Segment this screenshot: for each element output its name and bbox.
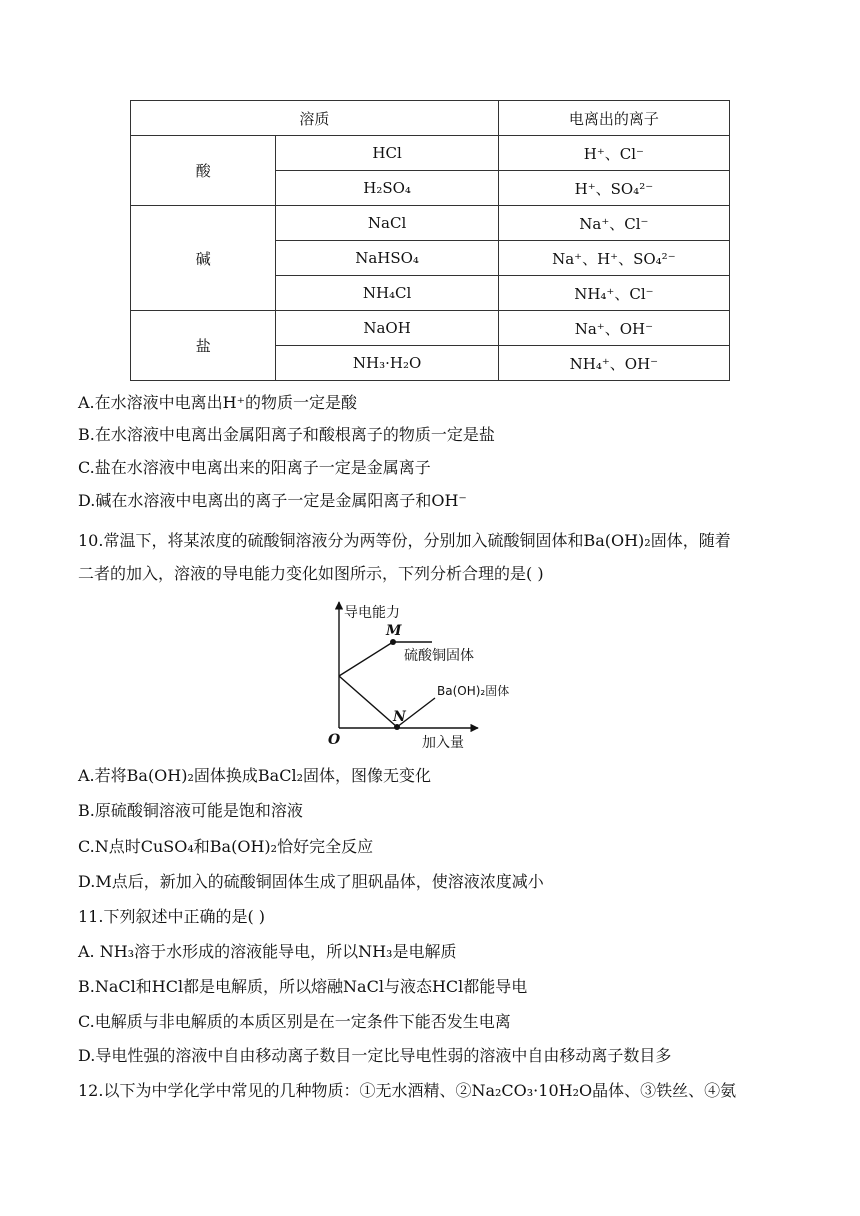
- q10-option-d: D.M点后，新加入的硫酸铜固体生成了胆矾晶体，使溶液浓度减小: [78, 872, 544, 891]
- baoh2-curve: [339, 676, 435, 727]
- table-header-row: [131, 101, 730, 136]
- ions-cell: Na⁺、Cl⁻: [498, 206, 729, 241]
- solute-cell: NH₄Cl: [276, 276, 498, 311]
- q11-stem: 11.下列叙述中正确的是( ): [78, 907, 266, 926]
- ions-cell: Na⁺、OH⁻: [498, 311, 729, 346]
- q12-stem: 12.以下为中学化学中常见的几种物质：①无水酒精、②Na₂CO₃·10H₂O晶体、③铁丝、④氨: [78, 1081, 737, 1100]
- solute-cell: HCl: [276, 136, 498, 171]
- header-solute: 溶质: [131, 101, 499, 136]
- ions-cell: H⁺、SO₄²⁻: [498, 171, 729, 206]
- category-cell: 盐: [131, 311, 276, 381]
- conductivity-graph: [320, 598, 510, 753]
- q11-option-c: C.电解质与非电解质的本质区别是在一定条件下能否发生电离: [78, 1012, 511, 1031]
- q10-option-a: A.若将Ba(OH)₂固体换成BaCl₂固体，图像无变化: [78, 766, 431, 785]
- solute-cell: NaCl: [276, 206, 498, 241]
- q11-option-d: D.导电性强的溶液中自由移动离子数目一定比导电性弱的溶液中自由移动离子数目多: [78, 1046, 672, 1065]
- category-cell: 酸: [131, 136, 276, 206]
- q10-option-b: B.原硫酸铜溶液可能是饱和溶液: [78, 801, 303, 820]
- q11-option-a: A. NH₃溶于水形成的溶液能导电，所以NH₃是电解质: [78, 942, 457, 961]
- ions-cell: H⁺、Cl⁻: [498, 136, 729, 171]
- solute-cell: NaHSO₄: [276, 241, 498, 276]
- q9-option-c: C.盐在水溶液中电离出来的阳离子一定是金属离子: [78, 458, 431, 477]
- y-axis-label: 导电能力: [344, 605, 400, 621]
- x-axis-label: 加入量: [422, 735, 464, 751]
- category-cell: 碱: [131, 206, 276, 311]
- origin-label: O: [328, 732, 341, 748]
- ions-cell: NH₄⁺、OH⁻: [498, 346, 729, 381]
- ions-cell: NH₄⁺、Cl⁻: [498, 276, 729, 311]
- solute-cell: H₂SO₄: [276, 171, 498, 206]
- point-m-label: M: [386, 623, 402, 639]
- table-row: [131, 136, 730, 171]
- ionization-table: [130, 100, 730, 381]
- q9-option-b: B.在水溶液中电离出金属阳离子和酸根离子的物质一定是盐: [78, 425, 495, 444]
- cuso4-label: 硫酸铜固体: [404, 648, 474, 664]
- q10-stem-line2: 二者的加入，溶液的导电能力变化如图所示，下列分析合理的是( ): [78, 564, 544, 583]
- table-row: [131, 206, 730, 241]
- q10-stem-line1: 10.常温下，将某浓度的硫酸铜溶液分为两等份，分别加入硫酸铜固体和Ba(OH)₂固体，随着: [78, 531, 731, 550]
- q9-option-d: D.碱在水溶液中电离出的离子一定是金属阳离子和OH⁻: [78, 491, 467, 510]
- q10-option-c: C.N点时CuSO₄和Ba(OH)₂恰好完全反应: [78, 837, 374, 856]
- solute-cell: NH₃·H₂O: [276, 346, 498, 381]
- q11-option-b: B.NaCl和HCl都是电解质，所以熔融NaCl与液态HCl都能导电: [78, 977, 528, 996]
- ions-cell: Na⁺、H⁺、SO₄²⁻: [498, 241, 729, 276]
- point-m-dot: [390, 639, 396, 645]
- q9-option-a: A.在水溶液中电离出H⁺的物质一定是酸: [78, 393, 358, 412]
- point-n-label: N: [393, 709, 406, 725]
- table-row: [131, 311, 730, 346]
- solute-cell: NaOH: [276, 311, 498, 346]
- baoh2-label: Ba(OH)₂固体: [437, 684, 510, 698]
- header-ions: 电离出的离子: [498, 101, 729, 136]
